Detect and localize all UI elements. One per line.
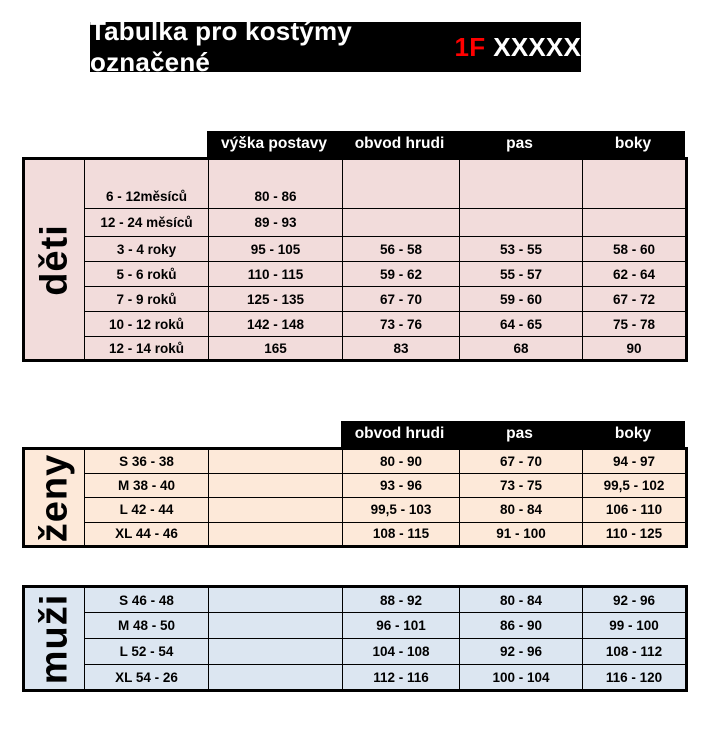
value-cell: 94 - 97 bbox=[583, 449, 687, 474]
men-size-table bbox=[22, 585, 688, 692]
table-row bbox=[24, 639, 687, 665]
value-cell bbox=[343, 159, 460, 209]
group-label: ženy bbox=[33, 453, 75, 542]
size-label-cell: 6 - 12měsíců bbox=[85, 159, 209, 209]
column-header-boky: boky bbox=[614, 135, 652, 152]
size-label-cell: S 46 - 48 bbox=[85, 587, 209, 613]
value-cell: 99,5 - 102 bbox=[583, 473, 687, 498]
value-cell: 99,5 - 103 bbox=[343, 498, 460, 523]
size-label-cell: XL 54 - 26 bbox=[85, 665, 209, 691]
value-cell: 92 - 96 bbox=[460, 639, 583, 665]
table-row bbox=[24, 522, 687, 547]
table-row bbox=[24, 613, 687, 639]
value-cell: 90 bbox=[583, 337, 687, 361]
size-label-cell: 12 - 24 měsíců bbox=[85, 209, 209, 237]
value-cell: 64 - 65 bbox=[460, 312, 583, 337]
value-cell: 80 - 90 bbox=[343, 449, 460, 474]
size-label-cell: L 42 - 44 bbox=[85, 498, 209, 523]
value-cell: 116 - 120 bbox=[583, 665, 687, 691]
value-cell: 99 - 100 bbox=[583, 613, 687, 639]
table-row bbox=[24, 498, 687, 523]
value-cell: 86 - 90 bbox=[460, 613, 583, 639]
table-row bbox=[24, 473, 687, 498]
value-cell bbox=[209, 522, 343, 547]
children-column-header bbox=[207, 131, 685, 157]
size-label-cell: 10 - 12 roků bbox=[85, 312, 209, 337]
size-label-cell: L 52 - 54 bbox=[85, 639, 209, 665]
group-label: děti bbox=[33, 223, 75, 296]
value-cell: 125 - 135 bbox=[209, 287, 343, 312]
value-cell: 142 - 148 bbox=[209, 312, 343, 337]
value-cell: 91 - 100 bbox=[460, 522, 583, 547]
value-cell bbox=[209, 665, 343, 691]
value-cell: 104 - 108 bbox=[343, 639, 460, 665]
value-cell: 73 - 76 bbox=[343, 312, 460, 337]
value-cell: 80 - 86 bbox=[209, 159, 343, 209]
column-header-pas: pas bbox=[506, 425, 533, 442]
column-header-vyska-postavy: výška postavy bbox=[221, 135, 327, 152]
women-table-body bbox=[24, 449, 687, 547]
value-cell: 83 bbox=[343, 337, 460, 361]
size-label-cell: M 48 - 50 bbox=[85, 613, 209, 639]
table-row bbox=[24, 159, 687, 209]
value-cell bbox=[583, 159, 687, 209]
value-cell: 67 - 70 bbox=[460, 449, 583, 474]
table-row bbox=[24, 665, 687, 691]
size-label-cell: 5 - 6 roků bbox=[85, 262, 209, 287]
group-label-cell bbox=[24, 159, 85, 361]
value-cell: 96 - 101 bbox=[343, 613, 460, 639]
value-cell bbox=[583, 209, 687, 237]
value-cell: 53 - 55 bbox=[460, 237, 583, 262]
size-label-cell: 7 - 9 roků bbox=[85, 287, 209, 312]
value-cell: 80 - 84 bbox=[460, 587, 583, 613]
title-code-highlight: 1F bbox=[454, 31, 486, 62]
table-row bbox=[24, 312, 687, 337]
table-row bbox=[24, 262, 687, 287]
value-cell: 108 - 115 bbox=[343, 522, 460, 547]
value-cell: 88 - 92 bbox=[343, 587, 460, 613]
column-header-obvod-hrudi: obvod hrudi bbox=[354, 135, 445, 152]
value-cell: 100 - 104 bbox=[460, 665, 583, 691]
group-label-cell bbox=[24, 587, 85, 691]
value-cell: 80 - 84 bbox=[460, 498, 583, 523]
value-cell: 75 - 78 bbox=[583, 312, 687, 337]
value-cell bbox=[209, 498, 343, 523]
table-row bbox=[24, 587, 687, 613]
size-label-cell: S 36 - 38 bbox=[85, 449, 209, 474]
value-cell bbox=[460, 209, 583, 237]
size-label-cell: 3 - 4 roky bbox=[85, 237, 209, 262]
children-table-body bbox=[24, 159, 687, 361]
value-cell: 59 - 62 bbox=[343, 262, 460, 287]
table-row bbox=[24, 337, 687, 361]
women-size-table bbox=[22, 447, 688, 548]
men-table-body bbox=[24, 587, 687, 691]
table-row bbox=[24, 209, 687, 237]
value-cell bbox=[209, 613, 343, 639]
value-cell: 165 bbox=[209, 337, 343, 361]
title-text-before: Tabulka pro kostýmy označené bbox=[90, 16, 352, 77]
value-cell bbox=[460, 159, 583, 209]
value-cell: 67 - 70 bbox=[343, 287, 460, 312]
value-cell: 59 - 60 bbox=[460, 287, 583, 312]
value-cell bbox=[209, 587, 343, 613]
value-cell: 93 - 96 bbox=[343, 473, 460, 498]
size-label-cell: M 38 - 40 bbox=[85, 473, 209, 498]
value-cell: 92 - 96 bbox=[583, 587, 687, 613]
table-row bbox=[24, 237, 687, 262]
value-cell: 95 - 105 bbox=[209, 237, 343, 262]
table-row bbox=[24, 449, 687, 474]
table-row bbox=[24, 287, 687, 312]
children-size-table bbox=[22, 157, 688, 362]
page-title bbox=[90, 16, 581, 77]
value-cell: 68 bbox=[460, 337, 583, 361]
size-label-cell: 12 - 14 roků bbox=[85, 337, 209, 361]
column-header-boky: boky bbox=[614, 425, 652, 442]
value-cell: 110 - 125 bbox=[583, 522, 687, 547]
group-label: muži bbox=[33, 593, 75, 684]
value-cell: 106 - 110 bbox=[583, 498, 687, 523]
title-text-after: XXXXX bbox=[493, 31, 581, 62]
value-cell bbox=[343, 209, 460, 237]
value-cell: 73 - 75 bbox=[460, 473, 583, 498]
column-header-pas: pas bbox=[506, 135, 533, 152]
value-cell: 67 - 72 bbox=[583, 287, 687, 312]
value-cell bbox=[209, 639, 343, 665]
size-label-cell: XL 44 - 46 bbox=[85, 522, 209, 547]
value-cell: 55 - 57 bbox=[460, 262, 583, 287]
value-cell: 110 - 115 bbox=[209, 262, 343, 287]
women-column-header bbox=[341, 421, 685, 447]
value-cell bbox=[209, 449, 343, 474]
value-cell: 62 - 64 bbox=[583, 262, 687, 287]
group-label-cell bbox=[24, 449, 85, 547]
column-header-obvod-hrudi: obvod hrudi bbox=[354, 425, 445, 442]
value-cell: 108 - 112 bbox=[583, 639, 687, 665]
value-cell: 58 - 60 bbox=[583, 237, 687, 262]
value-cell bbox=[209, 473, 343, 498]
value-cell: 112 - 116 bbox=[343, 665, 460, 691]
value-cell: 56 - 58 bbox=[343, 237, 460, 262]
value-cell: 89 - 93 bbox=[209, 209, 343, 237]
